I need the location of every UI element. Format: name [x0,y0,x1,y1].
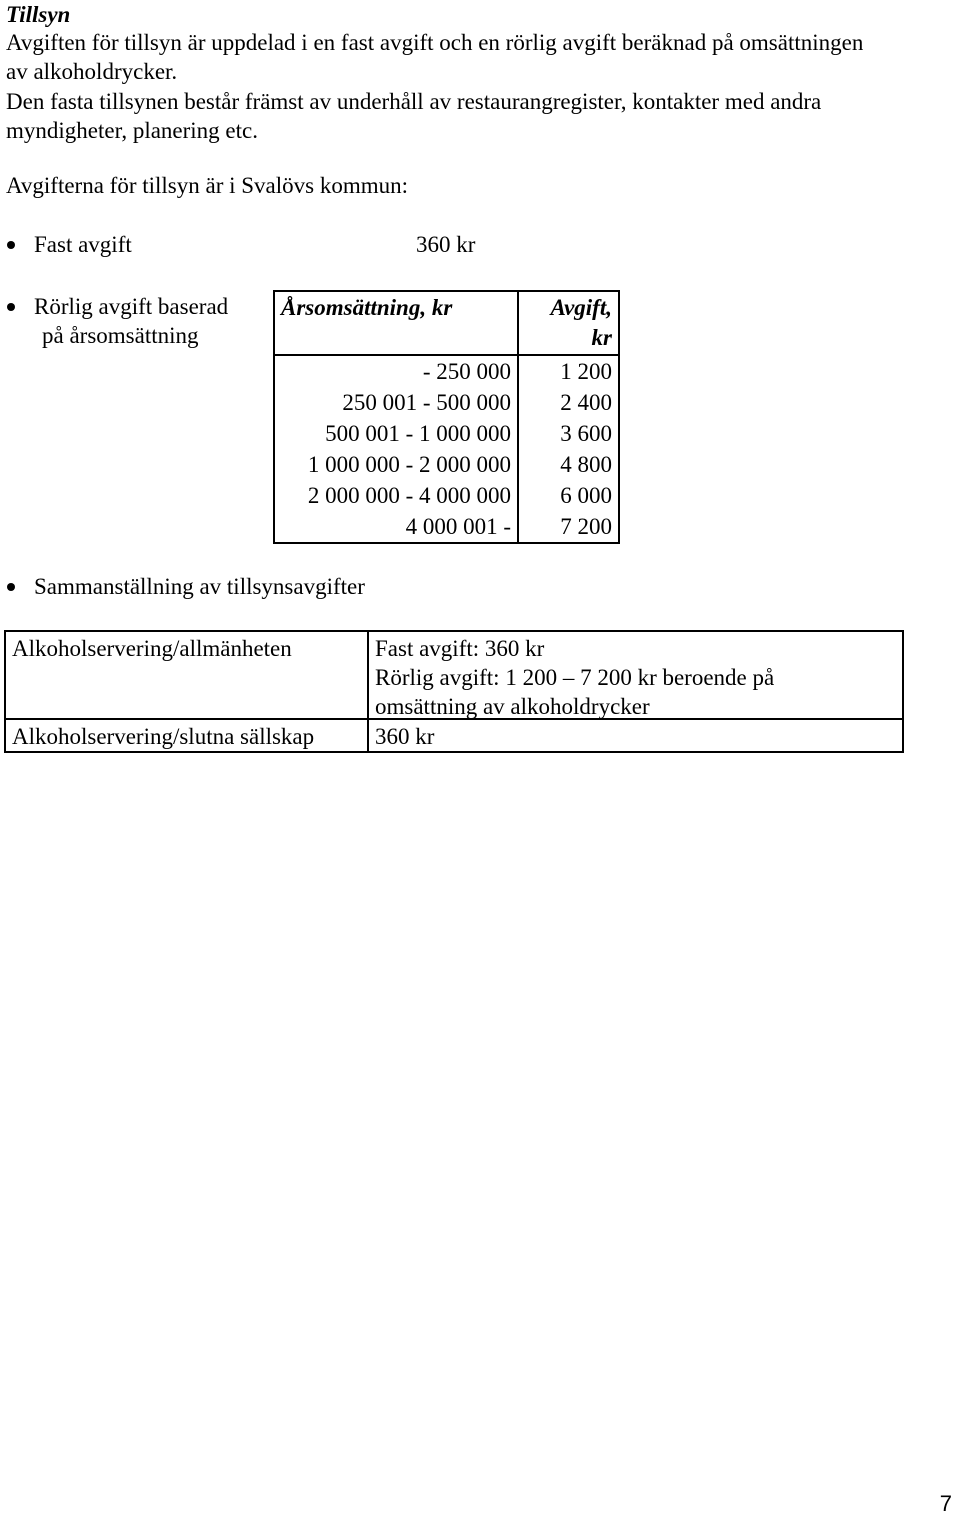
fee-header-fee-line2: kr [591,325,612,350]
fee-header-revenue: Årsomsättning, kr [275,292,519,354]
table-row [275,480,618,511]
summary-value [369,632,902,718]
rorlig-avgift-label: Rörlig avgift baserad [34,294,229,319]
paragraph-line: Avgiften för tillsyn är uppdelad i en fast avgift och en rörlig avgift beräknad på omsättningen [6,30,864,55]
summary-value [369,720,902,751]
page-number: 7 [939,1491,952,1516]
paragraph-line: myndigheter, planering etc. [6,118,258,143]
table-cell-range: 250 001 - 500 000 [275,387,519,418]
summary-value-line: Rörlig avgift: 1 200 – 7 200 kr beroende på [375,665,775,690]
fee-header-fee [519,292,618,354]
sammanstallning-label: Sammanställning av tillsynsavgifter [34,574,365,599]
table-cell-fee: 6 000 [560,483,612,508]
table-cell-range: - 250 000 [275,356,519,387]
bullet-icon [7,303,15,311]
table-cell-fee: 2 400 [560,390,612,415]
paragraph-line: Avgifterna för tillsyn är i Svalövs kommun: [6,173,409,198]
fast-avgift-label: Fast avgift [34,232,132,257]
paragraph-line: av alkoholdrycker. [6,59,178,84]
table-cell-range: 1 000 000 - 2 000 000 [275,449,519,480]
bullet-icon [7,241,15,249]
rorlig-avgift-label: på årsomsättning [42,323,199,348]
fee-table [273,290,620,544]
summary-value-line: Fast avgift: 360 kr [375,636,545,661]
table-row [275,511,618,542]
fast-avgift-value: 360 kr [416,232,476,257]
summary-label: Alkoholservering/slutna sällskap [6,720,369,751]
table-row [275,449,618,480]
summary-table [4,630,904,753]
table-cell-range: 4 000 001 - [275,511,519,542]
summary-value-line: omsättning av alkoholdrycker [375,694,650,719]
table-row [275,418,618,449]
table-cell-fee: 3 600 [560,421,612,446]
table-cell-fee: 1 200 [560,359,612,384]
summary-value-line: 360 kr [375,724,435,749]
table-cell-fee: 7 200 [560,514,612,539]
table-row [6,718,902,751]
table-row [275,387,618,418]
paragraph-line: Den fasta tillsynen består främst av underhåll av restaurangregister, kontakter med andra [6,89,822,114]
document-title: Tillsyn [6,2,71,27]
table-cell-fee: 4 800 [560,452,612,477]
fee-header-fee-line1: Avgift, [550,295,612,320]
table-row [6,632,902,718]
bullet-icon [7,583,15,591]
fee-table-header [275,292,618,356]
summary-label: Alkoholservering/allmänheten [6,632,369,718]
table-row [275,356,618,387]
table-cell-range: 2 000 000 - 4 000 000 [275,480,519,511]
table-cell-range: 500 001 - 1 000 000 [275,418,519,449]
